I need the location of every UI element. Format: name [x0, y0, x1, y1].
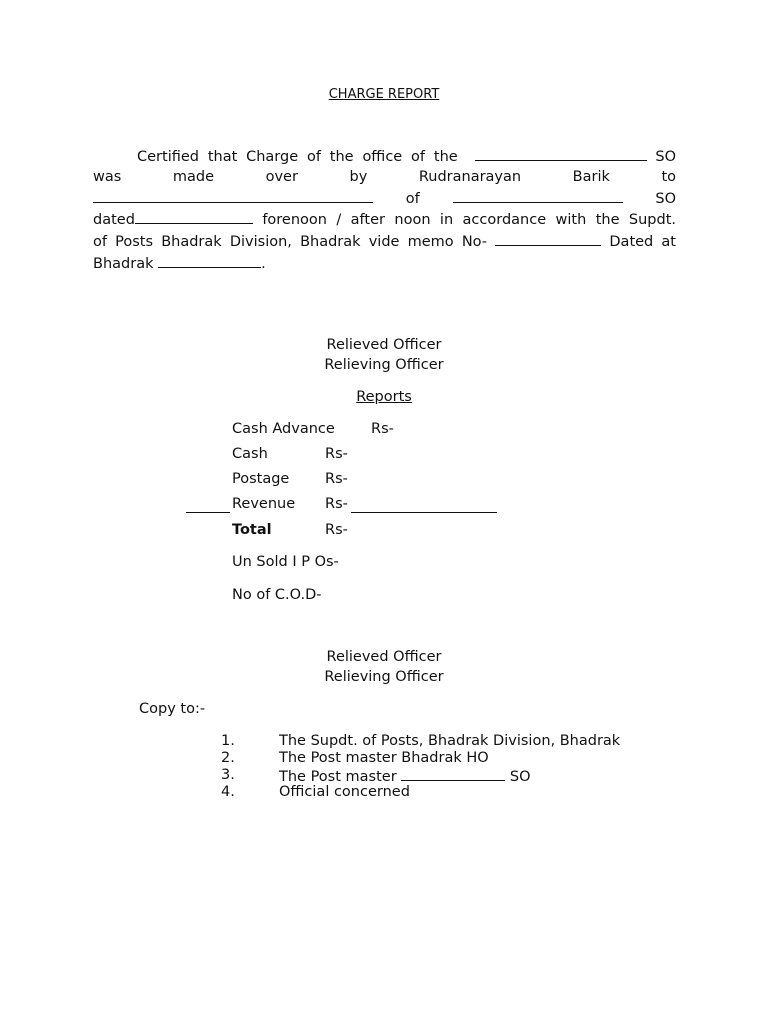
relieved-officer-label-2: Relieved Officer	[326, 649, 442, 665]
certificate-line-6	[93, 253, 676, 275]
copy-item-number: 4.	[221, 784, 235, 800]
total-rs: Rs-	[325, 522, 348, 538]
certificate-text: of	[405, 190, 420, 207]
certificate-text: Rudranarayan	[418, 168, 522, 185]
certificate-text: of Posts Bhadrak Division, Bhadrak vide memo No-	[93, 234, 488, 251]
certificate-text: Bhadrak	[93, 255, 154, 272]
relieving-officer-label-2: Relieving Officer	[324, 669, 444, 685]
cash-advance-rs: Rs-	[371, 421, 394, 437]
cash-label: Cash	[232, 446, 268, 462]
unsold-ipos-label: Un Sold I P Os-	[232, 554, 339, 570]
certificate-text: over	[265, 168, 298, 185]
certificate-line-2	[93, 168, 676, 188]
certificate-text: Barik	[572, 168, 610, 185]
relieving-officer-label-1: Relieving Officer	[324, 357, 444, 373]
copy-item-text-part: SO	[509, 769, 531, 785]
cash-rs: Rs-	[325, 446, 348, 462]
cash-advance-label: Cash Advance	[232, 421, 335, 437]
copy-item-text: The Post master Bhadrak HO	[279, 750, 489, 766]
reports-heading: Reports	[356, 389, 412, 405]
successor-name-blank	[93, 188, 373, 203]
certificate-line-3	[93, 188, 676, 210]
revenue-rule-left	[186, 512, 230, 513]
certificate-text: by	[349, 168, 368, 185]
certificate-text: .	[261, 255, 266, 272]
certificate-text: was	[93, 168, 122, 185]
copy-item-text: Official concerned	[279, 784, 410, 800]
certificate-text: dated	[93, 212, 135, 229]
revenue-amount-rule	[351, 512, 497, 513]
copy-item-text-part: The Post master	[279, 769, 397, 785]
certificate-line-4	[93, 209, 676, 231]
total-label: Total	[232, 522, 272, 538]
copy-item-number: 3.	[221, 767, 235, 783]
revenue-label: Revenue	[232, 496, 296, 512]
certificate-line-5	[93, 231, 676, 253]
certificate-text: SO	[655, 190, 676, 207]
postage-label: Postage	[232, 471, 290, 487]
document-title: CHARGE REPORT	[328, 87, 440, 102]
certificate-text: Certified that Charge of the office of the	[137, 149, 458, 165]
date-blank	[135, 209, 253, 224]
postage-rs: Rs-	[325, 471, 348, 487]
revenue-rs: Rs-	[325, 496, 348, 512]
copy-to-label: Copy to:-	[139, 701, 206, 717]
copy-item-number: 1.	[221, 733, 235, 749]
certificate-text: to	[661, 168, 677, 185]
certificate-text: SO	[655, 149, 676, 165]
cod-count-label: No of C.O.D-	[232, 587, 322, 603]
certificate-text: made	[172, 168, 215, 185]
certificate-text: Dated at	[609, 234, 676, 251]
copy-item-text: The Supdt. of Posts, Bhadrak Division, Bhadrak	[279, 733, 621, 749]
postmaster-office-blank	[401, 766, 505, 781]
certificate-text: forenoon / after noon in accordance with the Supdt.	[262, 212, 676, 229]
memo-date-blank	[158, 253, 261, 268]
office-name-blank	[475, 146, 647, 161]
relieved-officer-label-1: Relieved Officer	[326, 337, 442, 353]
certificate-line-1	[93, 146, 676, 168]
copy-item-number: 2.	[221, 750, 235, 766]
certificate-paragraph	[93, 146, 676, 275]
office-blank	[453, 188, 623, 203]
memo-number-blank	[495, 231, 601, 246]
